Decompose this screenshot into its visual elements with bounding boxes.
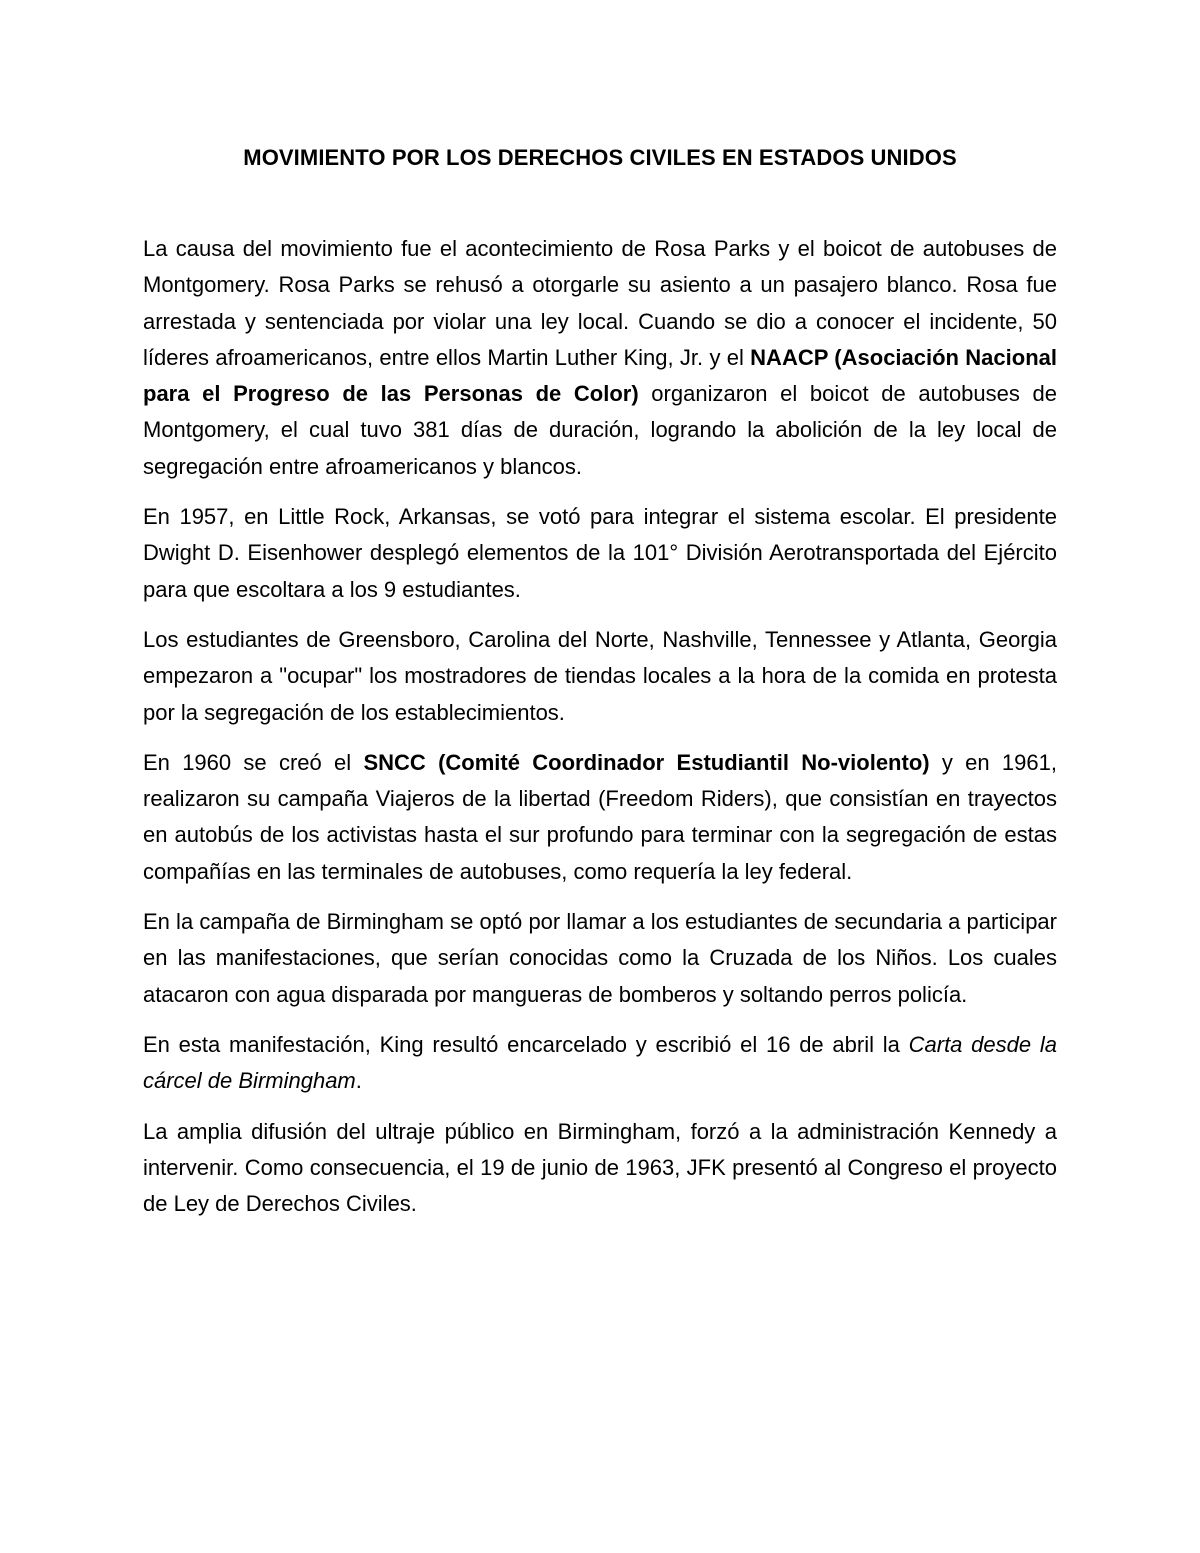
paragraph-little-rock: En 1957, en Little Rock, Arkansas, se votó para integrar el sistema escolar. El presidente Dwight D. Eisenhower desplegó elementos de la 101° División Aerotransportada del Ejército para que escoltara a los 9 estudiantes. [143, 504, 1057, 602]
paragraph-king-letter [143, 1027, 1057, 1100]
italic-letter-title: Carta desde la cárcel de Birmingham [143, 1031, 1057, 1094]
paragraph-text: En 1960 se creó el [143, 749, 364, 775]
paragraph-text: . [355, 1068, 362, 1094]
paragraph-sncc [143, 745, 1057, 890]
paragraph-text: En esta manifestación, King resultó encarcelado y escribió el 16 de abril la [143, 1031, 909, 1057]
bold-naacp: NAACP (Asociación Nacional para el Progreso de las Personas de Color) [143, 344, 1057, 407]
paragraph-civil-rights-act: La amplia difusión del ultraje público en Birmingham, forzó a la administración Kennedy a intervenir. Como consecuencia, el 19 de junio de 1963, JFK presentó al Congreso el proyecto de Ley de Derechos Civiles. [143, 1118, 1057, 1217]
paragraph-greensboro: Los estudiantes de Greensboro, Carolina del Norte, Nashville, Tennessee y Atlanta, Georgia empezaron a "ocupar" los mostradores de tiendas locales a la hora de la comida en protesta por la segregación de los establecimientos. [143, 626, 1057, 725]
paragraph-birmingham: En la campaña de Birmingham se optó por llamar a los estudiantes de secundaria a participar en las manifestaciones, que serían conocidas como la Cruzada de los Niños. Los cuales atacaron con agua disparada por mangueras de bomberos y soltando perros policía. [143, 909, 1057, 1007]
document-title: MOVIMIENTO POR LOS DERECHOS CIVILES EN ESTADOS UNIDOS [243, 145, 957, 170]
bold-sncc: SNCC (Comité Coordinador Estudiantil No-violento) [363, 749, 930, 775]
paragraph-text: organizaron el boicot de autobuses de Montgomery, el cual tuvo 381 días de duración, logrando la abolición de la ley local de segregación entre afroamericanos y blancos. [143, 381, 1057, 479]
paragraph-text: y en 1961, realizaron su campaña Viajeros de la libertad (Freedom Riders), que consistían en trayectos en autobús de los activistas hasta el sur profundo para terminar con la segregación de estas compañías en las terminales de autobuses, como requería la ley federal. [143, 749, 1057, 884]
paragraph-text: La causa del movimiento fue el acontecimiento de Rosa Parks y el boicot de autobuses de Montgomery. Rosa Parks se rehusó a otorgarle su asiento a un pasajero blanco. Rosa fue arrestada y sentenciada por violar una ley local. Cuando se dio a conocer el incidente, 50 líderes afroamericanos, entre ellos Martin Luther King, Jr. y el [143, 236, 1057, 370]
paragraph-rosa-parks [143, 231, 1057, 485]
